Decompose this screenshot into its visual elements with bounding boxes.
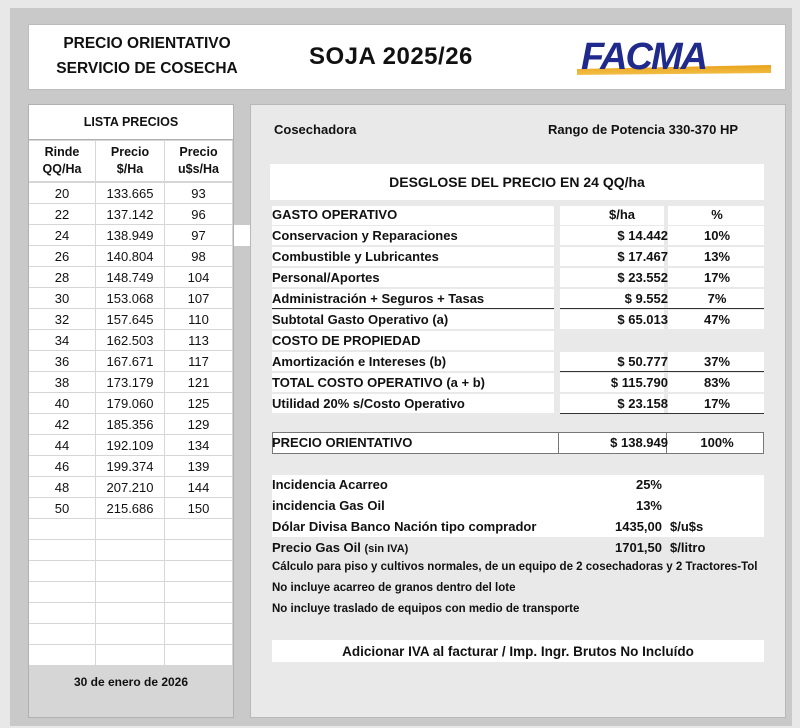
price-row bbox=[29, 288, 233, 308]
amount-col-header: $/ha bbox=[608, 207, 635, 222]
rinde-cell: 50 bbox=[29, 498, 95, 518]
precio-usd-cell: 93 bbox=[165, 183, 232, 203]
rinde-cell: 48 bbox=[29, 477, 95, 497]
gasto-operativo-header: GASTO OPERATIVO bbox=[272, 207, 398, 222]
tax-footer: Adicionar IVA al facturar / Imp. Ingr. Brutos No Incluído bbox=[272, 640, 764, 662]
price-row-empty bbox=[29, 582, 233, 602]
precio-usd-cell: 107 bbox=[165, 288, 232, 308]
precio-ars-cell: 199.374 bbox=[96, 456, 164, 476]
precio-ars-cell: 162.503 bbox=[96, 330, 164, 350]
precio-ars-cell bbox=[96, 540, 164, 560]
rinde-cell: 34 bbox=[29, 330, 95, 350]
precio-ars-cell: 207.210 bbox=[96, 477, 164, 497]
price-row-empty bbox=[29, 540, 233, 560]
incidencia-gasoil-label: incidencia Gas Oil bbox=[272, 498, 385, 513]
gasto-amount: $ 23.552 bbox=[617, 270, 668, 285]
price-row bbox=[29, 246, 233, 266]
gasto-amount: $ 9.552 bbox=[624, 291, 668, 306]
price-row bbox=[29, 393, 233, 413]
gasoil-label-small: (sin IVA) bbox=[364, 543, 409, 555]
precio-ars-cell: 137.142 bbox=[96, 204, 164, 224]
precio-usd-cell: 121 bbox=[165, 372, 232, 392]
rinde-cell bbox=[29, 645, 95, 665]
price-row bbox=[29, 477, 233, 497]
precio-usd-cell bbox=[165, 603, 232, 623]
utilidad-label: Utilidad 20% s/Costo Operativo bbox=[272, 396, 465, 411]
precio-ars-cell: 179.060 bbox=[96, 393, 164, 413]
col-precio-usd-header-line2: u$s/Ha bbox=[178, 162, 219, 176]
rinde-cell: 30 bbox=[29, 288, 95, 308]
utilidad-pct: 17% bbox=[703, 396, 731, 411]
precio-ars-cell: 133.665 bbox=[96, 183, 164, 203]
rinde-cell bbox=[29, 519, 95, 539]
price-row-empty bbox=[29, 519, 233, 539]
col-precio-ars-header-line1: Precio bbox=[110, 145, 150, 159]
precio-usd-cell: 113 bbox=[165, 330, 232, 350]
gasoil-unit: $/litro bbox=[670, 540, 706, 555]
precio-ars-cell: 215.686 bbox=[96, 498, 164, 518]
precio-usd-cell: 125 bbox=[165, 393, 232, 413]
precio-ars-cell: 148.749 bbox=[96, 267, 164, 287]
price-row-empty bbox=[29, 603, 233, 623]
divider bbox=[560, 413, 764, 414]
precio-usd-cell: 144 bbox=[165, 477, 232, 497]
divider bbox=[560, 308, 764, 309]
divider bbox=[272, 308, 554, 309]
precio-ars-cell: 140.804 bbox=[96, 246, 164, 266]
precio-usd-cell bbox=[165, 624, 232, 644]
incidencia-acarreo-value: 25% bbox=[635, 477, 662, 492]
gasoil-value: 1701,50 bbox=[615, 540, 662, 555]
price-row bbox=[29, 330, 233, 350]
col-rinde-header-line1: Rinde bbox=[44, 145, 80, 159]
price-list-title: LISTA PRECIOS bbox=[29, 105, 233, 140]
price-row bbox=[29, 351, 233, 371]
divider bbox=[560, 371, 764, 372]
col-precio-ars-header-line2: $/Ha bbox=[116, 162, 144, 176]
gasto-label: Combustible y Lubricantes bbox=[272, 249, 439, 264]
price-list-panel bbox=[28, 104, 234, 718]
precio-ars-cell bbox=[96, 603, 164, 623]
subtotal-label: Subtotal Gasto Operativo (a) bbox=[272, 312, 449, 327]
price-row bbox=[29, 414, 233, 434]
precio-ars-cell: 153.068 bbox=[96, 288, 164, 308]
dolar-unit: $/u$s bbox=[670, 519, 704, 534]
rinde-cell: 32 bbox=[29, 309, 95, 329]
precio-usd-cell: 134 bbox=[165, 435, 232, 455]
rinde-cell bbox=[29, 561, 95, 581]
price-row bbox=[29, 309, 233, 329]
header-title-line2: SERVICIO DE COSECHA bbox=[56, 60, 238, 77]
col-rinde-header-line2: QQ/Ha bbox=[42, 162, 82, 176]
propiedad-header: COSTO DE PROPIEDAD bbox=[272, 333, 421, 348]
gasto-pct: 7% bbox=[707, 291, 727, 306]
col-precio-usd-header-line1: Precio bbox=[179, 145, 218, 159]
rinde-cell: 26 bbox=[29, 246, 95, 266]
pct-col-header: % bbox=[711, 207, 723, 222]
crop-title: SOJA 2025/26 bbox=[309, 43, 473, 70]
price-row bbox=[29, 435, 233, 455]
gasto-pct: 17% bbox=[703, 270, 731, 285]
col-precio-ars-header bbox=[96, 141, 164, 181]
rinde-cell: 28 bbox=[29, 267, 95, 287]
gasto-pct: 13% bbox=[703, 249, 731, 264]
gasto-label: Conservacion y Reparaciones bbox=[272, 228, 458, 243]
logo-text: FACMA bbox=[581, 39, 707, 78]
price-row-empty bbox=[29, 645, 233, 665]
price-row bbox=[29, 456, 233, 476]
gasto-amount: $ 14.442 bbox=[617, 228, 668, 243]
total-label: TOTAL COSTO OPERATIVO (a + b) bbox=[272, 375, 485, 390]
price-row bbox=[29, 372, 233, 392]
price-list-table bbox=[29, 141, 233, 666]
precio-ars-cell bbox=[96, 624, 164, 644]
incidencia-gasoil-value: 13% bbox=[635, 498, 662, 513]
total-amount: $ 115.790 bbox=[610, 375, 668, 390]
precio-usd-cell bbox=[165, 582, 232, 602]
gasto-amount: $ 17.467 bbox=[617, 249, 668, 264]
rinde-cell: 42 bbox=[29, 414, 95, 434]
price-row bbox=[29, 225, 233, 245]
rinde-cell bbox=[29, 624, 95, 644]
note-text: No incluye traslado de equipos con medio de transporte bbox=[272, 603, 580, 615]
rinde-cell bbox=[29, 540, 95, 560]
precio-ars-cell bbox=[96, 519, 164, 539]
header bbox=[28, 24, 786, 90]
gasto-label: Administración + Seguros + Tasas bbox=[272, 291, 485, 306]
precio-ars-cell: 167.671 bbox=[96, 351, 164, 371]
amortizacion-amount: $ 50.777 bbox=[617, 354, 668, 369]
precio-usd-cell: 110 bbox=[165, 309, 232, 329]
publication-date: 30 de enero de 2026 bbox=[73, 675, 189, 689]
facma-logo bbox=[577, 39, 771, 84]
precio-ars-cell: 192.109 bbox=[96, 435, 164, 455]
price-row bbox=[29, 267, 233, 287]
col-precio-usd-header bbox=[165, 141, 232, 181]
precio-usd-cell bbox=[165, 540, 232, 560]
facma-logo-graphic bbox=[577, 39, 771, 79]
precio-ars-cell: 173.179 bbox=[96, 372, 164, 392]
price-row bbox=[29, 183, 233, 203]
gasoil-label-main: Precio Gas Oil bbox=[272, 540, 361, 555]
precio-ars-cell bbox=[96, 582, 164, 602]
gasoil-label bbox=[272, 540, 408, 555]
note-text: Cálculo para piso y cultivos normales, de un equipo de 2 cosechadoras y 2 Tractores-Tol bbox=[272, 561, 758, 573]
rinde-cell: 22 bbox=[29, 204, 95, 224]
rinde-cell: 46 bbox=[29, 456, 95, 476]
rinde-cell: 24 bbox=[29, 225, 95, 245]
dolar-label: Dólar Divisa Banco Nación tipo comprador bbox=[272, 519, 537, 534]
price-row-empty bbox=[29, 561, 233, 581]
precio-usd-cell: 97 bbox=[165, 225, 232, 245]
dolar-value: 1435,00 bbox=[615, 519, 662, 534]
total-pct: 83% bbox=[703, 375, 731, 390]
utilidad-amount: $ 23.158 bbox=[617, 396, 668, 411]
precio-usd-cell bbox=[165, 645, 232, 665]
amortizacion-label: Amortización e Intereses (b) bbox=[272, 354, 447, 369]
price-row-empty bbox=[29, 624, 233, 644]
precio-usd-cell: 129 bbox=[165, 414, 232, 434]
precio-usd-cell: 117 bbox=[165, 351, 232, 371]
precio-ars-cell: 185.356 bbox=[96, 414, 164, 434]
precio-usd-cell bbox=[165, 561, 232, 581]
precio-usd-cell: 104 bbox=[165, 267, 232, 287]
amortizacion-pct: 37% bbox=[703, 354, 731, 369]
rinde-cell: 44 bbox=[29, 435, 95, 455]
subtotal-pct: 47% bbox=[703, 312, 731, 327]
note-text: No incluye acarreo de granos dentro del lote bbox=[272, 582, 516, 594]
precio-usd-cell: 96 bbox=[165, 204, 232, 224]
precio-orientativo-pct: 100% bbox=[700, 435, 734, 450]
power-range: Rango de Potencia 330-370 HP bbox=[548, 122, 739, 137]
breakdown-title: DESGLOSE DEL PRECIO EN 24 QQ/ha bbox=[270, 164, 764, 200]
precio-ars-cell bbox=[96, 645, 164, 665]
price-row bbox=[29, 204, 233, 224]
rinde-cell bbox=[29, 582, 95, 602]
rinde-cell: 36 bbox=[29, 351, 95, 371]
precio-usd-cell bbox=[165, 519, 232, 539]
col-rinde-header bbox=[29, 141, 95, 181]
precio-ars-cell: 157.645 bbox=[96, 309, 164, 329]
incidencia-acarreo-label: Incidencia Acarreo bbox=[272, 477, 388, 492]
rinde-cell: 20 bbox=[29, 183, 95, 203]
gasto-pct: 10% bbox=[703, 228, 731, 243]
precio-ars-cell bbox=[96, 561, 164, 581]
header-title-line1: PRECIO ORIENTATIVO bbox=[63, 35, 231, 52]
gasto-label: Personal/Aportes bbox=[272, 270, 380, 285]
precio-usd-cell: 98 bbox=[165, 246, 232, 266]
precio-orientativo-label: PRECIO ORIENTATIVO bbox=[272, 435, 413, 450]
rinde-cell: 38 bbox=[29, 372, 95, 392]
precio-usd-cell: 150 bbox=[165, 498, 232, 518]
rinde-cell: 40 bbox=[29, 393, 95, 413]
header-title bbox=[47, 31, 247, 81]
rinde-cell bbox=[29, 603, 95, 623]
precio-usd-cell: 139 bbox=[165, 456, 232, 476]
subtotal-amount: $ 65.013 bbox=[617, 312, 668, 327]
machine-label: Cosechadora bbox=[274, 122, 357, 137]
price-row bbox=[29, 498, 233, 518]
precio-orientativo-amount: $ 138.949 bbox=[610, 435, 668, 450]
precio-ars-cell: 138.949 bbox=[96, 225, 164, 245]
price-list-header bbox=[29, 141, 233, 181]
